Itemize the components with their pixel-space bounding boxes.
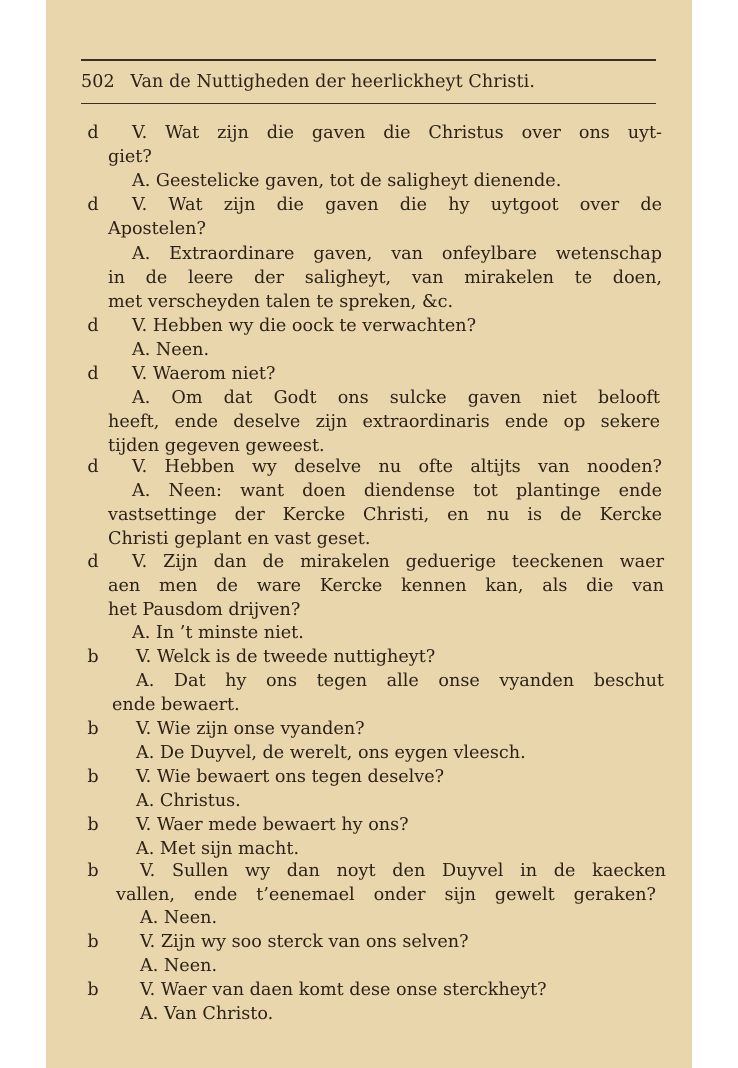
running-title: Van de Nuttigheden der heerlickheyt Christi.: [130, 72, 536, 92]
book-page: [46, 0, 692, 1068]
text-line: A. Met sijn macht.: [136, 839, 300, 859]
text-line: het Pausdom drijven?: [108, 600, 301, 620]
text-line: V. Sullen wy dan noyt den Duyvel in de kaecken: [140, 861, 666, 881]
text-line: V. Hebben wy die oock te verwachten?: [132, 316, 477, 336]
margin-mark: d: [87, 123, 99, 143]
text-line: A. Neen.: [132, 340, 210, 360]
text-line: Apostelen?: [108, 219, 206, 239]
margin-mark: b: [87, 980, 99, 1000]
margin-mark: d: [87, 552, 99, 572]
header-rule-bottom: [81, 103, 656, 104]
text-line: A. Dat hy ons tegen alle onse vyanden beschut: [136, 671, 664, 691]
text-line: A. Extraordinare gaven, van onfeylbare wetenschap: [132, 244, 662, 264]
margin-mark: d: [87, 364, 99, 384]
text-line: A. In ’t minste niet.: [132, 623, 304, 643]
text-line: A. De Duyvel, de werelt, ons eygen vleesch.: [136, 743, 526, 763]
text-line: V. Wie bewaert ons tegen deselve?: [136, 767, 445, 787]
margin-mark: b: [87, 861, 99, 881]
margin-mark: b: [87, 719, 99, 739]
text-line: V. Waerom niet?: [132, 364, 276, 384]
text-line: V. Hebben wy deselve nu ofte altijts van nooden?: [132, 457, 662, 477]
text-line: A. Neen.: [140, 956, 218, 976]
text-line: A. Christus.: [136, 791, 241, 811]
text-line: vastsettinge der Kercke Christi, en nu is de Kercke: [108, 505, 662, 525]
margin-mark: d: [87, 457, 99, 477]
running-header: [81, 72, 656, 92]
text-line: A. Neen: want doen diendense tot plantinge ende: [132, 481, 662, 501]
text-line: A. Geestelicke gaven, tot de saligheyt dienende.: [132, 171, 562, 191]
text-line: V. Wat zijn die gaven die hy uytgoot over de: [132, 195, 662, 215]
text-line: V. Wat zijn die gaven die Christus over ons uyt-: [132, 123, 662, 143]
text-line: A. Neen.: [140, 908, 218, 928]
text-line: giet?: [108, 147, 152, 167]
header-rule-top: [81, 59, 656, 61]
text-line: Christi geplant en vast geset.: [108, 529, 371, 549]
text-line: V. Zijn wy soo sterck van ons selven?: [140, 932, 469, 952]
text-line: met verscheyden talen te spreken, &c.: [108, 292, 454, 312]
text-line: tijden gegeven geweest.: [108, 436, 325, 456]
text-line: V. Welck is de tweede nuttigheyt?: [136, 647, 436, 667]
text-line: V. Waer mede bewaert hy ons?: [136, 815, 409, 835]
text-line: in de leere der saligheyt, van mirakelen te doen,: [108, 268, 662, 288]
margin-mark: d: [87, 316, 99, 336]
text-line: A. Van Christo.: [140, 1004, 274, 1024]
margin-mark: d: [87, 195, 99, 215]
margin-mark: b: [87, 815, 99, 835]
margin-mark: b: [87, 932, 99, 952]
margin-mark: b: [87, 647, 99, 667]
margin-mark: b: [87, 767, 99, 787]
text-line: aen men de ware Kercke kennen kan, als die van: [108, 576, 664, 596]
text-line: V. Wie zijn onse vyanden?: [136, 719, 365, 739]
text-line: ende bewaert.: [112, 695, 240, 715]
page-number: 502: [81, 72, 115, 92]
text-line: vallen, ende t’eenemael onder sijn gewelt geraken?: [116, 885, 656, 905]
text-line: V. Zijn dan de mirakelen geduerige teeckenen waer: [132, 552, 664, 572]
text-line: heeft, ende deselve zijn extraordinaris ende op sekere: [108, 412, 660, 432]
text-line: A. Om dat Godt ons sulcke gaven niet belooft: [132, 388, 660, 408]
text-line: V. Waer van daen komt dese onse sterckheyt?: [140, 980, 547, 1000]
